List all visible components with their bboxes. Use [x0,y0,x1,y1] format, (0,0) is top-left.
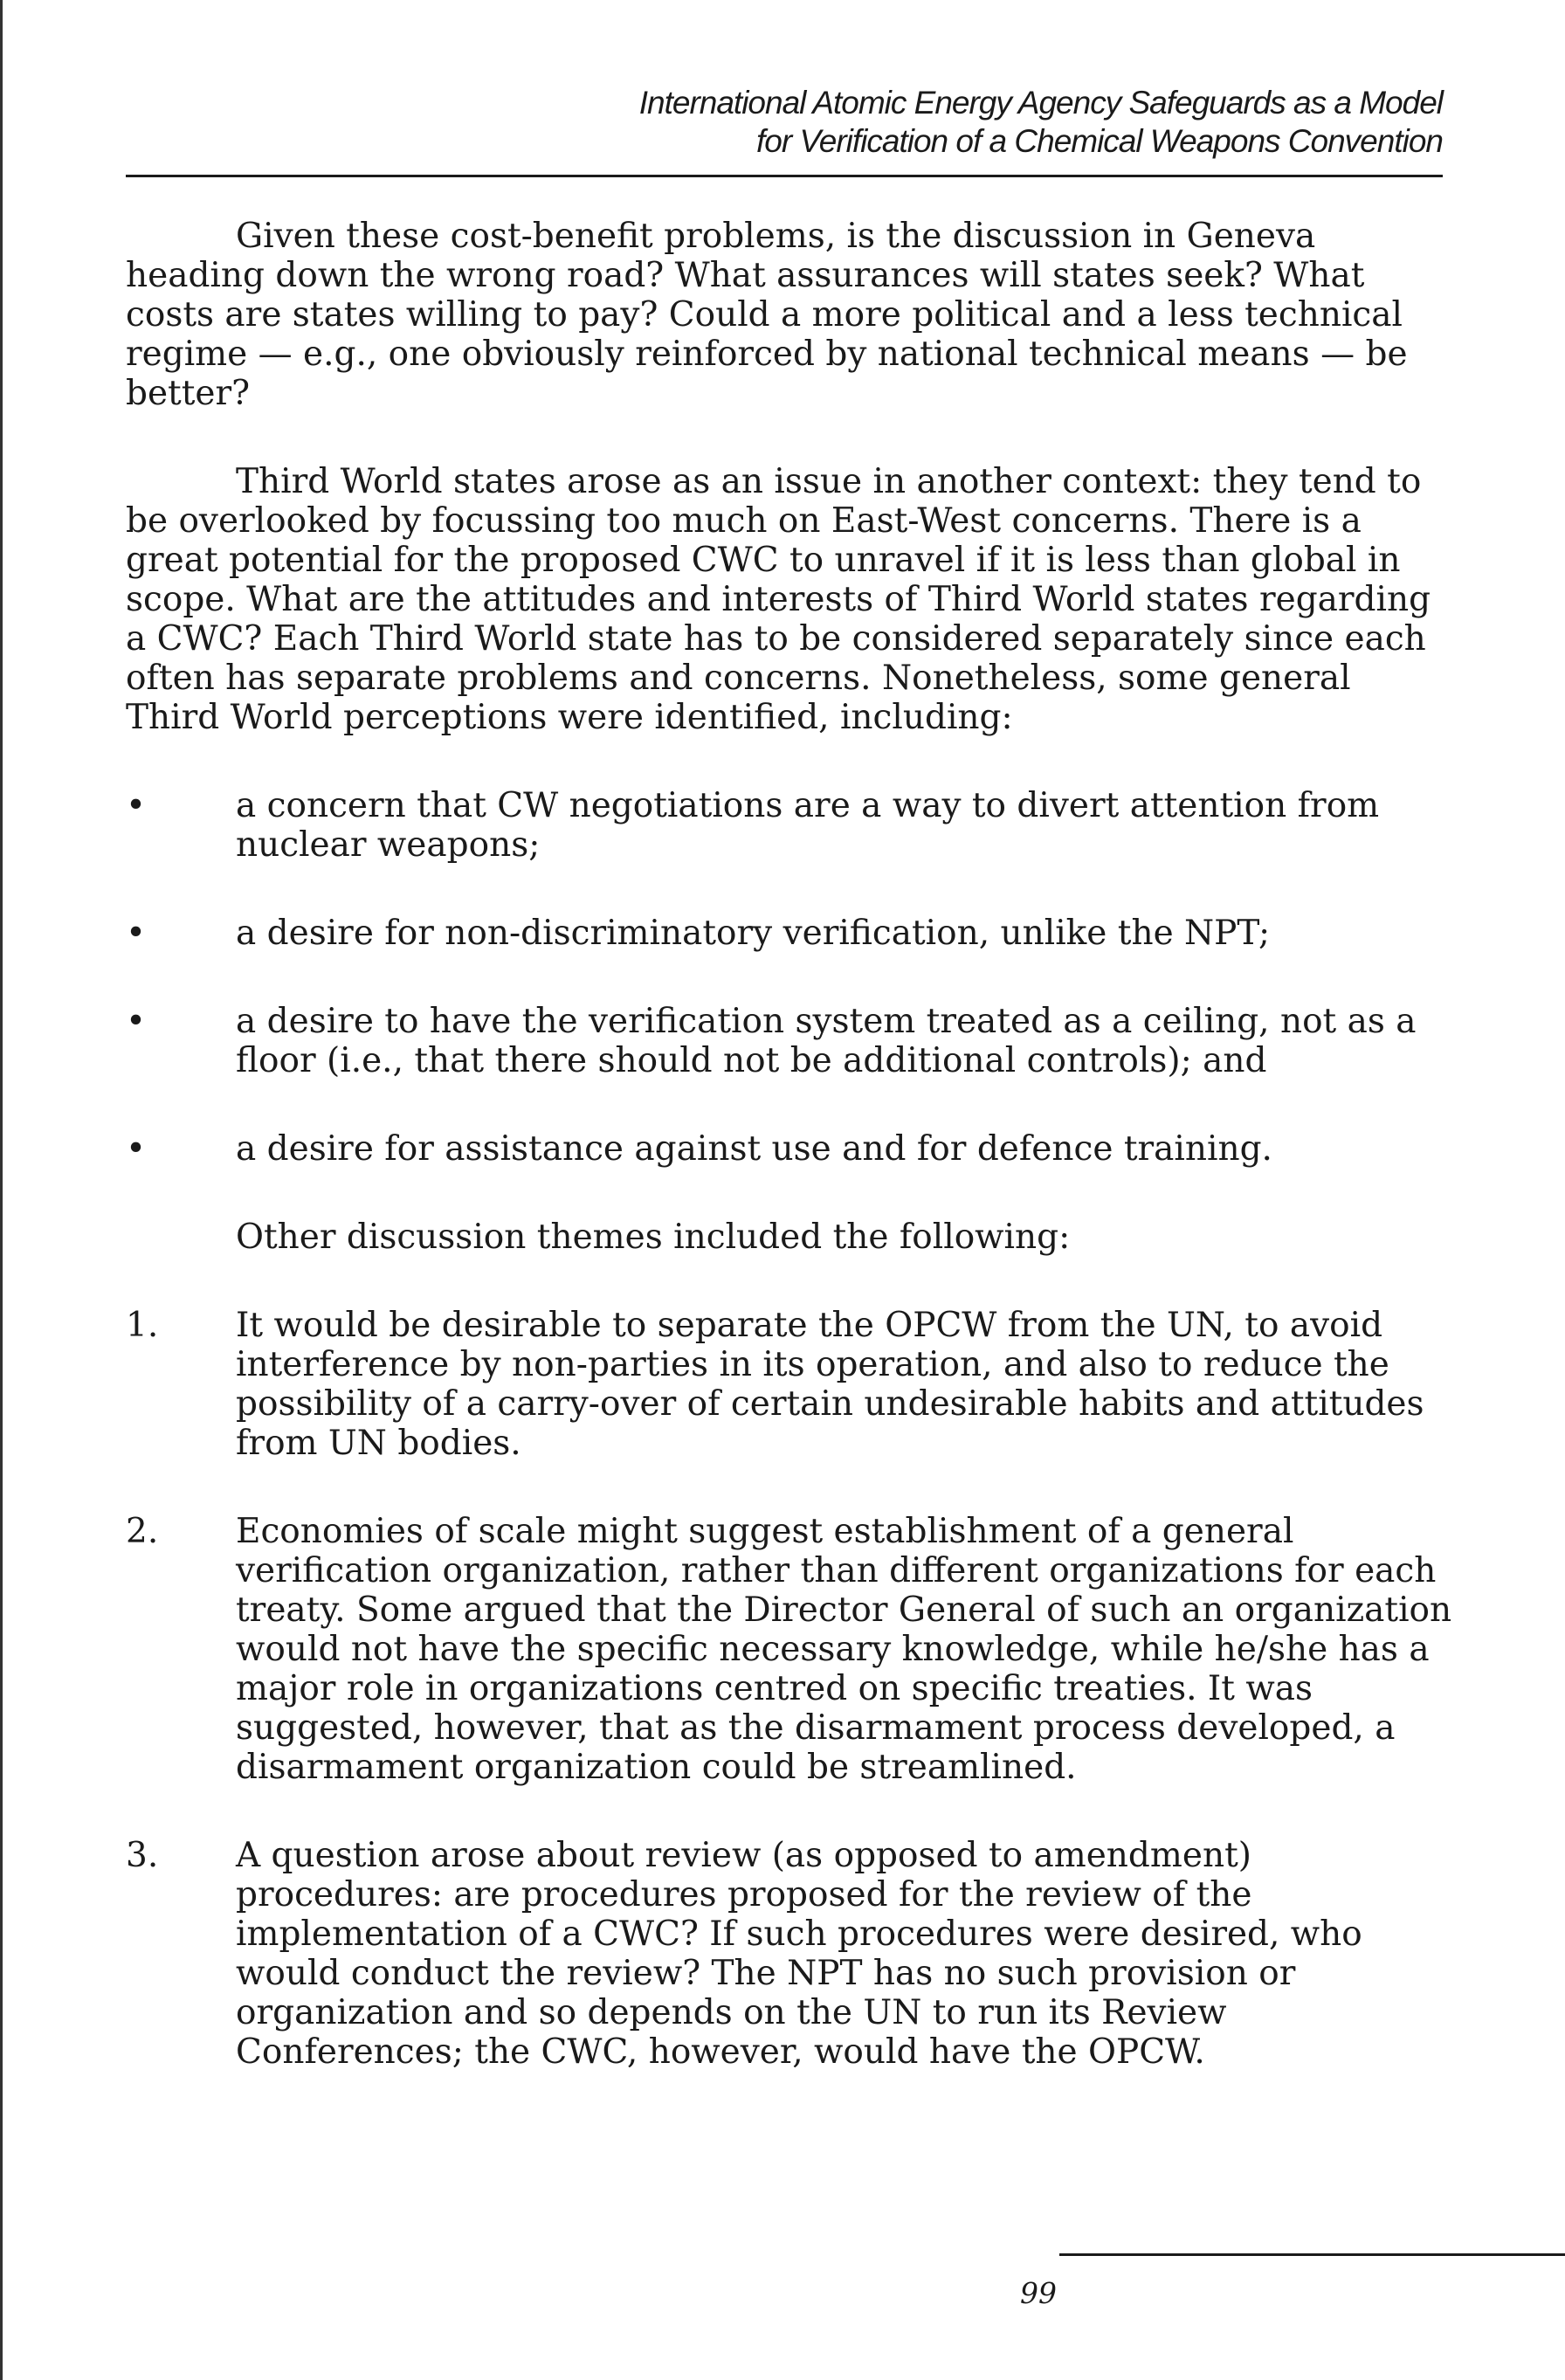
running-header [307,84,1443,161]
numbered-marker: 1. [126,1306,159,1345]
bullet-marker: • [126,1002,147,1041]
bullet-marker: • [126,1129,147,1169]
numbered-item [126,1306,1453,1463]
running-header-line-1: International Atomic Energy Agency Safeguards as a Model [638,85,1443,121]
bullet-text: a desire for assistance against use and for defence training. [236,1129,1272,1169]
numbered-text: It would be desirable to separate the OPCW from the UN, to avoid interference by non-parties in its operation, and also to reduce the possibility of a carry-over of certain undesirable habits and attitudes from UN bodies. [236,1306,1424,1463]
themes-intro: Other discussion themes included the following: [236,1218,1071,1257]
bullet-text: a concern that CW negotiations are a way to divert attention from nuclear weapons; [236,786,1380,865]
bullet-item [126,1002,1453,1080]
bullet-item [126,786,1453,865]
numbered-item [126,1512,1453,1787]
footer-rule [1059,2253,1565,2256]
numbered-text: Economies of scale might suggest establishment of a general verification organization, rather than different organizations for each treaty. Some argued that the Director General of such an organization would not have the specific necessary knowledge, while he/she has a major role in organizations centred on specific treaties. It was suggested, however, that as the disarmament process developed, a disarmament organization could be streamlined. [236,1512,1452,1787]
running-header-line-2: for Verification of a Chemical Weapons Convention [756,123,1443,159]
bullet-item [126,1129,1453,1169]
bullet-marker: • [126,786,147,825]
page-number: 99 [1020,2276,1057,2310]
numbered-text: A question arose about review (as opposed to amendment) procedures: are procedures proposed for the review of the implementation of a CWC? If such procedures were desired, who would conduct the review? The NPT has no such provision or organization and so depends on the UN to run its Review Conferences; the CWC, however, would have the OPCW. [236,1836,1362,2072]
bullet-marker: • [126,914,147,953]
numbered-marker: 3. [126,1836,159,1875]
bullet-item [126,914,1453,953]
numbered-marker: 2. [126,1512,159,1551]
body-text [126,217,1453,2121]
numbered-item [126,1836,1453,2072]
bullet-text: a desire to have the verification system treated as a ceiling, not as a floor (i.e., that there should not be additional controls); and [236,1002,1417,1080]
header-rule [126,175,1443,177]
paragraph-cost-benefit: Given these cost-benefit problems, is the discussion in Geneva heading down the wrong road? What assurances will states seek? What costs are states willing to pay? Could a more political and a less technical regime — e.g., one obviously reinforced by national technical means — be better? [126,217,1408,413]
bullet-text: a desire for non-discriminatory verification, unlike the NPT; [236,914,1271,953]
page-edge-line [0,0,3,2380]
paragraph-third-world: Third World states arose as an issue in another context: they tend to be overlooked by focussing too much on East-West concerns. There is a great potential for the proposed CWC to unravel if it is less than global in scope. What are the attitudes and interests of Third World states regarding a CWC? Each Third World state has to be considered separately since each often has separate problems and concerns. Nonetheless, some general Third World perceptions were identified, including: [126,462,1431,737]
